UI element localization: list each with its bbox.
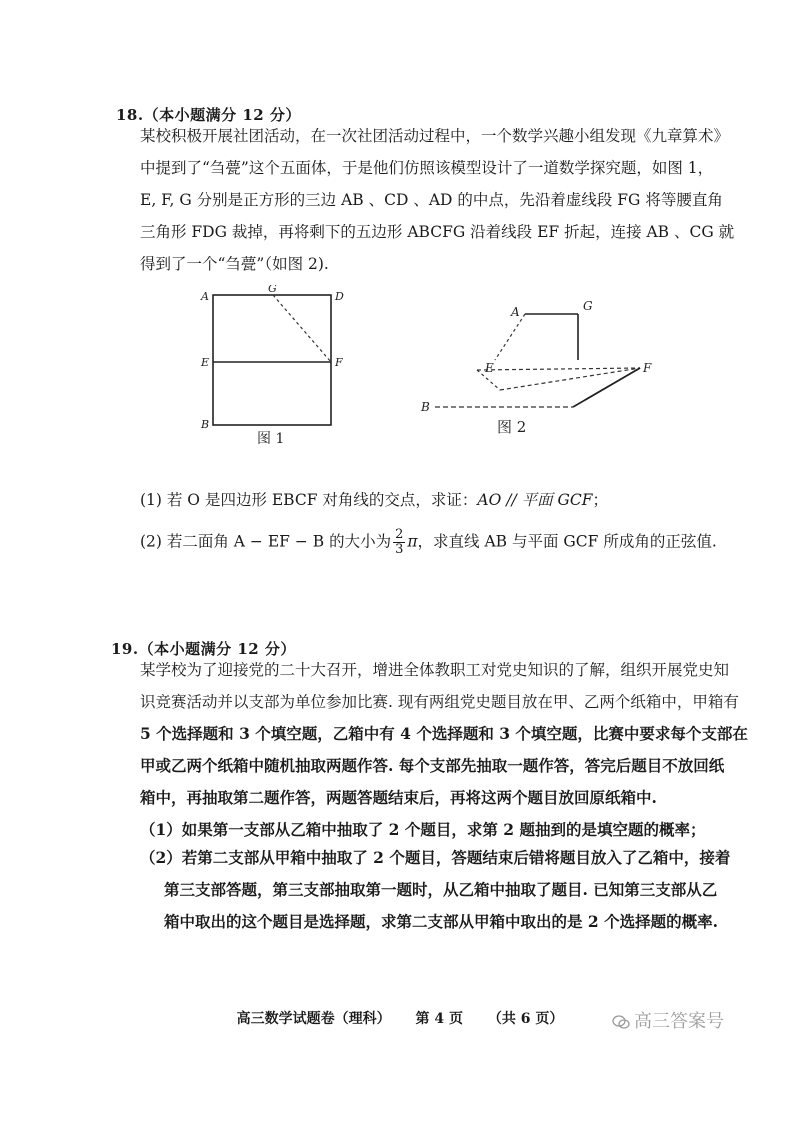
- fig2-caption: 图 2: [497, 418, 527, 436]
- footer-page: 第 4 页: [415, 1011, 463, 1027]
- fig2-label-b: B: [421, 400, 430, 414]
- q19-line: 箱中，再抽取第二题作答，两题答题结束后，再将这两个题目放回原纸箱中.: [140, 788, 657, 807]
- pi-symbol: π: [407, 532, 418, 551]
- segment-a-down: [495, 314, 525, 360]
- fig1-label-g: G: [268, 285, 277, 295]
- fig1-label-a: A: [201, 290, 209, 303]
- q18-line: 某校积极开展社团活动，在一次社团活动过程中，一个数学兴趣小组发现《九章算术》: [140, 127, 730, 145]
- q19-body: [140, 654, 748, 814]
- q18-body: [140, 120, 735, 280]
- footer-title: 高三数学试题卷（理科）: [236, 1011, 391, 1027]
- fig1-label-d: D: [335, 290, 344, 303]
- fig2-label-g: G: [583, 299, 593, 313]
- fig2-label-e: E: [485, 361, 494, 375]
- q19-line: 甲或乙两个纸箱中随机抽取两题作答. 每个支部先抽取一题作答，答完后题目不放回纸: [140, 756, 725, 775]
- q18-line: 三角形 FDG 裁掉，再将剩下的五边形 ABCFG 沿着线段 EF 折起，连接 AB 、CG 就: [140, 223, 735, 241]
- watermark: [612, 1007, 724, 1033]
- q18-sub1-suffix: ；: [592, 491, 609, 509]
- segment-fg-dashed: [273, 295, 331, 362]
- fig2-label-f: F: [643, 361, 652, 375]
- q18-line: 中提到了“刍甍”这个五面体，于是他们仿照该模型设计了一道数学探究题，如图 1，: [140, 159, 714, 177]
- q19-sub2-line: （2）若第二支部从甲箱中抽取了 2 个题目，答题结束后错将题目放入了乙箱中，接着: [140, 848, 731, 867]
- fig1-label-b: B: [201, 418, 210, 431]
- fraction-two-thirds: [393, 528, 405, 557]
- figure-1: [195, 285, 360, 450]
- q19-sub2-line: 第三支部答题，第三支部抽取第一题时，从乙箱中抽取了题目. 已知第三支部从乙: [164, 880, 718, 899]
- watermark-text: 高三答案号: [634, 1011, 724, 1032]
- q19-line: 5 个选择题和 3 个填空题，乙箱中有 4 个选择题和 3 个填空题，比赛中要求每个支部在: [140, 724, 748, 743]
- q19-sub1: （1）如果第一支部从乙箱中抽取了 2 个题目，求第 2 题抽到的是填空题的概率；: [140, 820, 706, 839]
- q18-sub1-math: AO // 平面 GCF: [477, 491, 593, 509]
- q18-sub2: [140, 528, 717, 557]
- chat-bubble-icon: [612, 1014, 630, 1030]
- q19-line: 某学校为了迎接党的二十大召开，增进全体教职工对党史知识的了解，组织开展党史知: [140, 661, 730, 679]
- q18-sub2-suffix: ，求直线 AB 与平面 GCF 所成角的正弦值.: [417, 532, 717, 551]
- q18-sub1: [140, 488, 608, 510]
- q18-sub1-prefix: (1) 若 O 是四边形 EBCF 对角线的交点，求证：: [140, 491, 478, 509]
- figure-2: [415, 290, 665, 440]
- q18-line: E, F, G 分别是正方形的三边 AB 、CD 、AD 的中点，先沿着虚线段 FG 将等腰直角: [140, 191, 723, 209]
- fig1-label-e: E: [201, 356, 210, 369]
- q18-line: 得到了一个“刍甍”（如图 2).: [140, 255, 329, 273]
- q19-title: 19.（本小题满分 12 分）: [111, 640, 296, 658]
- fraction-numerator: 2: [395, 527, 404, 542]
- segment-af-fold: [500, 368, 640, 390]
- fig1-label-f: F: [335, 356, 343, 369]
- square-abcd: [213, 295, 331, 425]
- q18-sub2-prefix: (2) 若二面角 A − EF − B 的大小为: [140, 532, 392, 551]
- segment-ef-dashed: [477, 368, 640, 370]
- q19-sub2: [140, 842, 731, 938]
- fig2-label-a: A: [511, 305, 520, 319]
- footer-total: （共 6 页）: [487, 1011, 564, 1027]
- q18-title: 18.（本小题满分 12 分）: [116, 106, 301, 124]
- q19-sub2-line: 箱中取出的这个题目是选择题，求第二支部从甲箱中取出的是 2 个选择题的概率.: [164, 912, 718, 931]
- fig1-caption: 图 1: [257, 431, 285, 447]
- q19-line: 识竞赛活动并以支部为单位参加比赛. 现有两组党史题目放在甲、乙两个纸箱中，甲箱有: [140, 693, 739, 711]
- fraction-denominator: 3: [395, 542, 404, 557]
